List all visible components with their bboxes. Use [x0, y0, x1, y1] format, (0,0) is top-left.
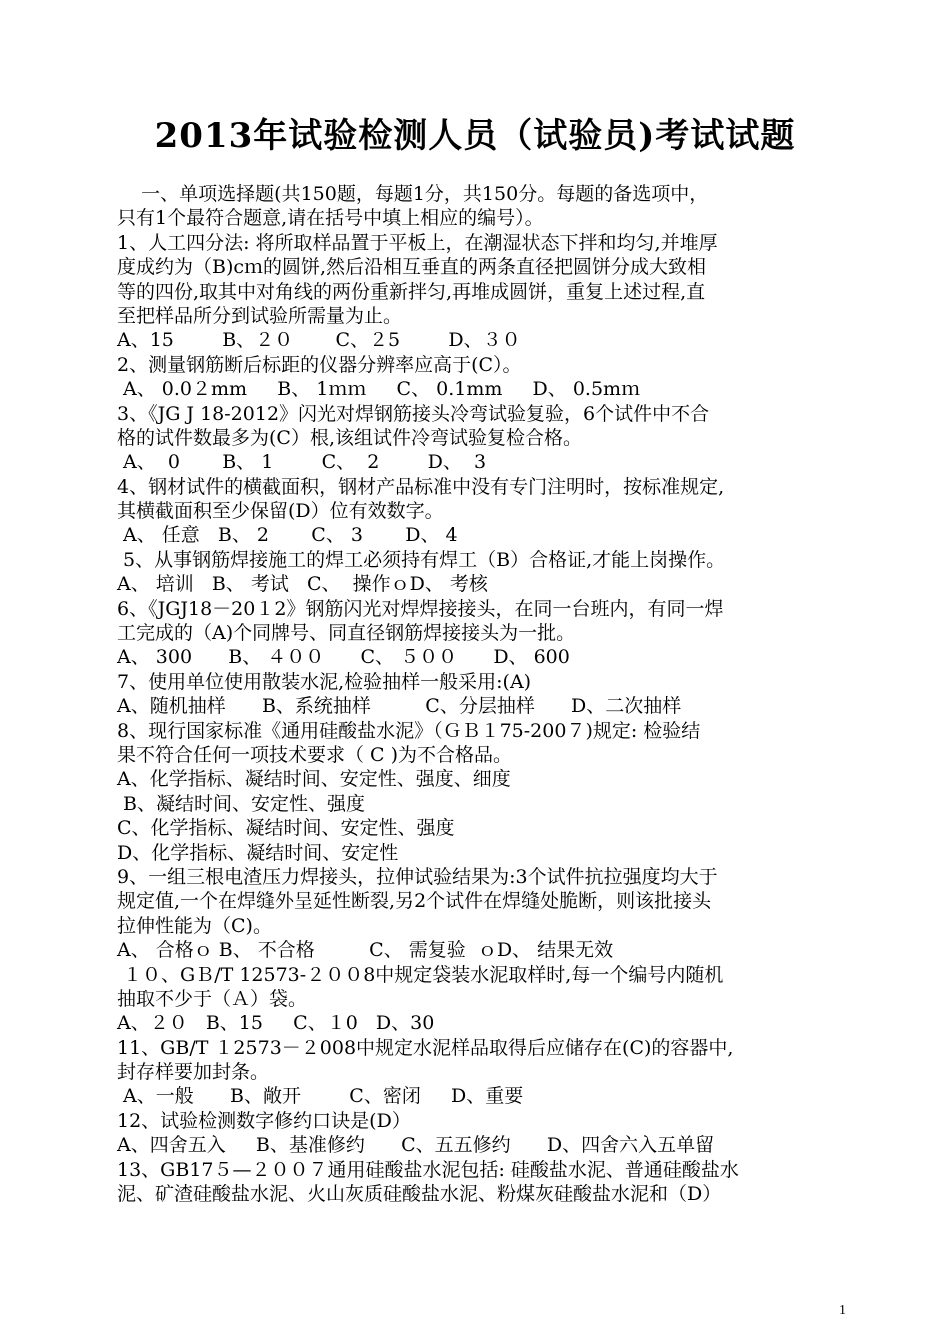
text-line: 7、使用单位使用散装水泥,检验抽样一般采用:(A)	[117, 670, 532, 693]
text-line: A、 300 B、 ４００ C、 ５００ D、 600	[117, 646, 570, 669]
text-line: A、 任意 B、 2 C、 3 D、 4	[117, 524, 458, 547]
text-line: 1、人工四分法: 将所取样品置于平板上，在潮湿状态下拌和均匀,并堆厚	[117, 231, 718, 254]
text-line: A、２０ B、15 C、１0 D、30	[117, 1012, 435, 1035]
text-line: A、 0.0２mm B、 1ｍｍ C、 0.1mm D、 0.5mｍ	[117, 378, 641, 401]
text-line: 一、单项选择题(共150题，每题1分，共150分。每题的备选项中，	[117, 183, 709, 205]
text-line: A、 0 B、 1 C、 2 D、 3	[117, 451, 487, 474]
document-body	[117, 182, 837, 1206]
text-line: A、四舍五入 B、基准修约 C、五五修约 D、四舍六入五单留	[117, 1134, 715, 1157]
text-line: 至把样品所分到试验所需量为止。	[117, 304, 403, 327]
text-line: 只有1个最符合题意,请在括号中填上相应的编号）。	[117, 207, 544, 230]
text-line: 果不符合任何一项技术要求（ C )为不合格品。	[117, 743, 513, 766]
text-line: 4、钢材试件的横截面积，钢材产品标准中没有专门注明时，按标准规定,	[117, 475, 725, 498]
text-line: 8、现行国家标准《通用硅酸盐水泥》（ＧＢ１75-200７)规定: 检验结	[117, 719, 701, 742]
text-line: 等的四份,取其中对角线的两份重新拌匀,再堆成圆饼，重复上述过程,直	[117, 280, 706, 303]
text-line: 其横截面积至少保留(D）位有效数字。	[117, 500, 444, 523]
text-line: A、15 B、２０ C、２5 D、３０	[117, 329, 521, 352]
text-line: A、化学指标、凝结时间、安定性、强度、细度	[117, 768, 511, 791]
text-line: 格的试件数最多为(C）根,该组试件冷弯试验复检合格。	[117, 426, 582, 449]
text-line: A、随机抽样 B、系统抽样 C、分层抽样 D、二次抽样	[117, 695, 682, 718]
text-line: 13、GB17５—２００７通用硅酸盐水泥包括: 硅酸盐水泥、普通硅酸盐水	[117, 1158, 739, 1181]
text-line: A、一般 B、敞开 C、密闭 D、重要	[117, 1085, 524, 1108]
text-line: 泥、矿渣硅酸盐水泥、火山灰质硅酸盐水泥、粉煤灰硅酸盐水泥和（D）	[117, 1183, 722, 1206]
document-title: 2013年试验检测人员（试验员)考试试题	[154, 116, 796, 156]
text-line: 12、试验检测数字修约口诀是(D）	[117, 1109, 411, 1132]
text-line: 规定值,一个在焊缝外呈延性断裂,另2个试件在焊缝处脆断，则该批接头	[117, 890, 712, 913]
text-line: 工完成的（A)个同牌号、同直径钢筋焊接接头为一批。	[117, 622, 576, 645]
text-line: A、 合格ｏ B、 不合格 C、 需复验 ｏD、 结果无效	[117, 939, 614, 962]
text-line: 拉伸性能为（C)。	[117, 914, 272, 937]
text-line: 度成约为（B)cｍ的圆饼,然后沿相互垂直的两条直径把圆饼分成大致相	[117, 256, 707, 279]
text-line: 3、《JG J 18-2012》闪光对焊钢筋接头冷弯试验复验，6个试件中不合	[117, 402, 710, 425]
text-line: 封存样要加封条。	[117, 1061, 270, 1084]
text-line: 抽取不少于（Ａ）袋。	[117, 987, 308, 1010]
text-line: 6、《JGJ18－20１2》钢筋闪光对焊焊接接头，在同一台班内，有同一焊	[117, 597, 724, 620]
text-line: D、化学指标、凝结时间、安定性	[117, 841, 399, 864]
page-number: 1	[839, 1303, 846, 1318]
text-line: 9、一组三根电渣压力焊接头，拉伸试验结果为:3个试件抗拉强度均大于	[117, 865, 718, 888]
text-line: B、凝结时间、安定性、强度	[117, 792, 366, 815]
text-line: １０、GＢ/T 12573-２００8中规定袋装水泥取样时,每一个编号内随机	[117, 963, 724, 986]
text-line: 11、GB/T １2573－２008中规定水泥样品取得后应储存在(C)的容器中,	[117, 1036, 734, 1059]
text-line: C、化学指标、凝结时间、安定性、强度	[117, 817, 455, 840]
text-line: 5、从事钢筋焊接施工的焊工必须持有焊工（B）合格证,才能上岗操作。	[117, 548, 726, 571]
text-line: 2、测量钢筋断后标距的仪器分辨率应高于(C）。	[117, 353, 522, 376]
text-line: A、 培训 B、 考试 C、 操作ｏD、 考核	[117, 573, 488, 596]
